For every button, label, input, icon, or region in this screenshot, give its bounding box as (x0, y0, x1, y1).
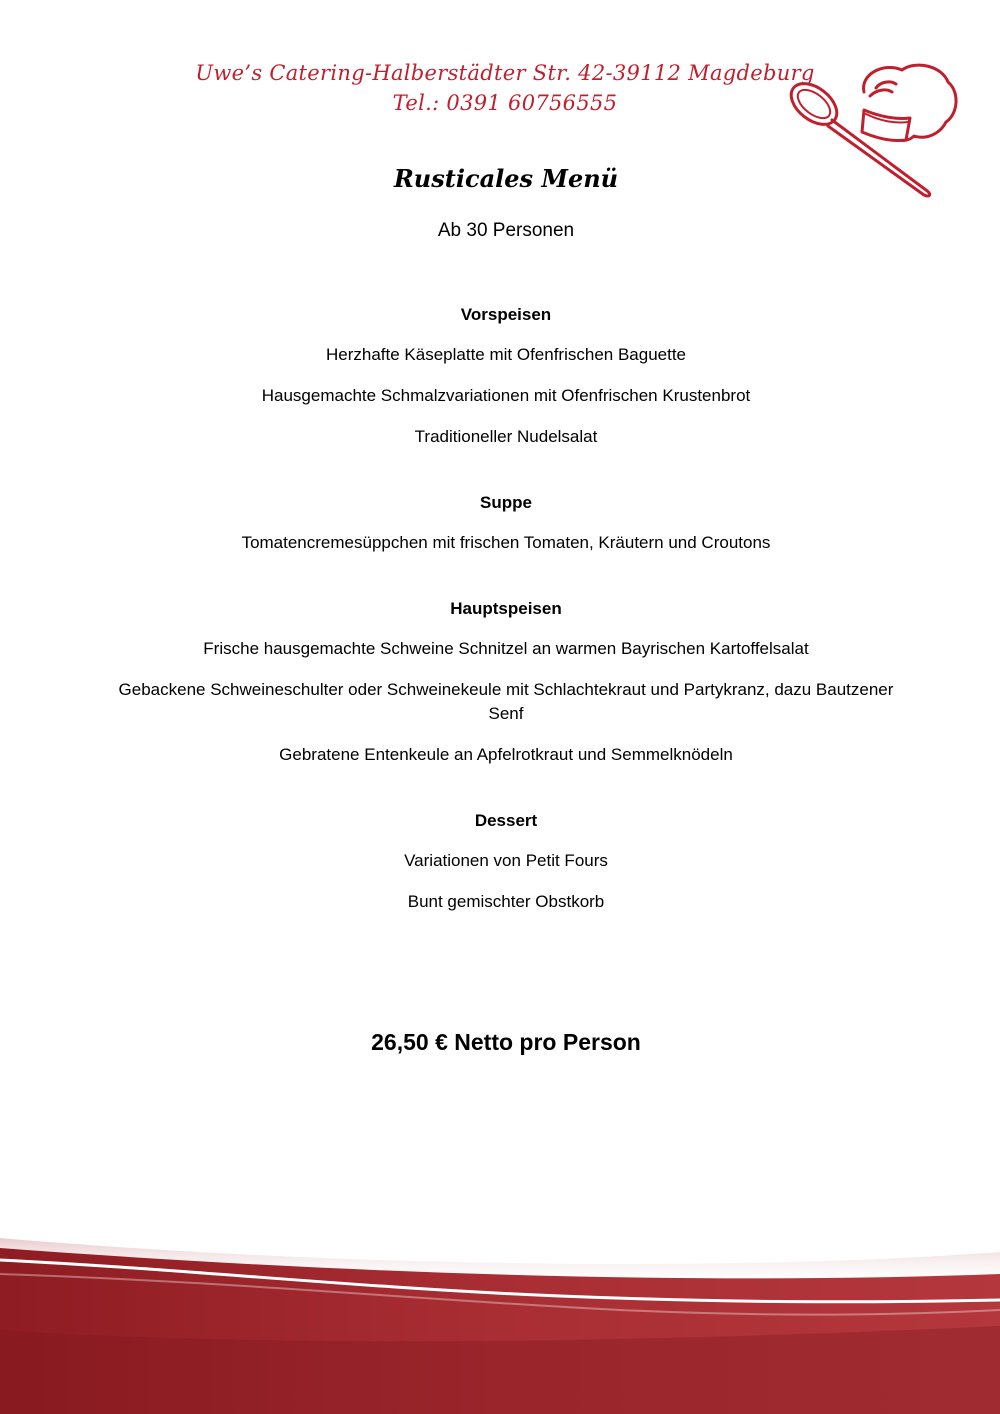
menu-item: Tomatencremesüppchen mit frischen Tomaten, Kräutern und Croutons (241, 533, 771, 552)
menu-item: Frische hausgemachte Schweine Schnitzel an warmen Bayrischen Kartoffelsalat (203, 639, 809, 658)
footer-wave-decoration (0, 1230, 1000, 1414)
menu-item: Variationen von Petit Fours (404, 851, 608, 870)
section-hauptspeisen (110, 597, 902, 767)
section-title: Hauptspeisen (450, 599, 562, 618)
phone-line: Tel.: 0391 60756555 (392, 91, 618, 115)
menu-sections (110, 303, 902, 914)
section-dessert (110, 809, 902, 914)
menu-subtitle: Ab 30 Personen (437, 220, 575, 241)
menu-item: Herzhafte Käseplatte mit Ofenfrischen Baguette (325, 345, 687, 364)
section-vorspeisen (110, 303, 902, 449)
menu-title: Rusticales Menü (393, 164, 619, 193)
section-title: Dessert (474, 811, 538, 830)
price-label: 26,50 € Netto pro Person (371, 1029, 641, 1055)
address-line: Uwe’s Catering-Halberstädter Str. 42-39112 Magdeburg (195, 61, 815, 85)
section-title: Vorspeisen (460, 305, 552, 324)
menu-item: Traditioneller Nudelsalat (414, 427, 598, 446)
menu-item: Gebackene Schweineschulter oder Schweinekeule mit Schlachtekraut und Partykranz, dazu Bautzener Senf (118, 680, 894, 723)
section-title: Suppe (480, 493, 532, 512)
menu-item: Hausgemachte Schmalzvariationen mit Ofenfrischen Krustenbrot (261, 386, 751, 405)
menu-item: Gebratene Entenkeule an Apfelrotkraut und Semmelknödeln (279, 745, 733, 764)
section-suppe (110, 491, 902, 555)
menu-item: Bunt gemischter Obstkorb (407, 892, 605, 911)
